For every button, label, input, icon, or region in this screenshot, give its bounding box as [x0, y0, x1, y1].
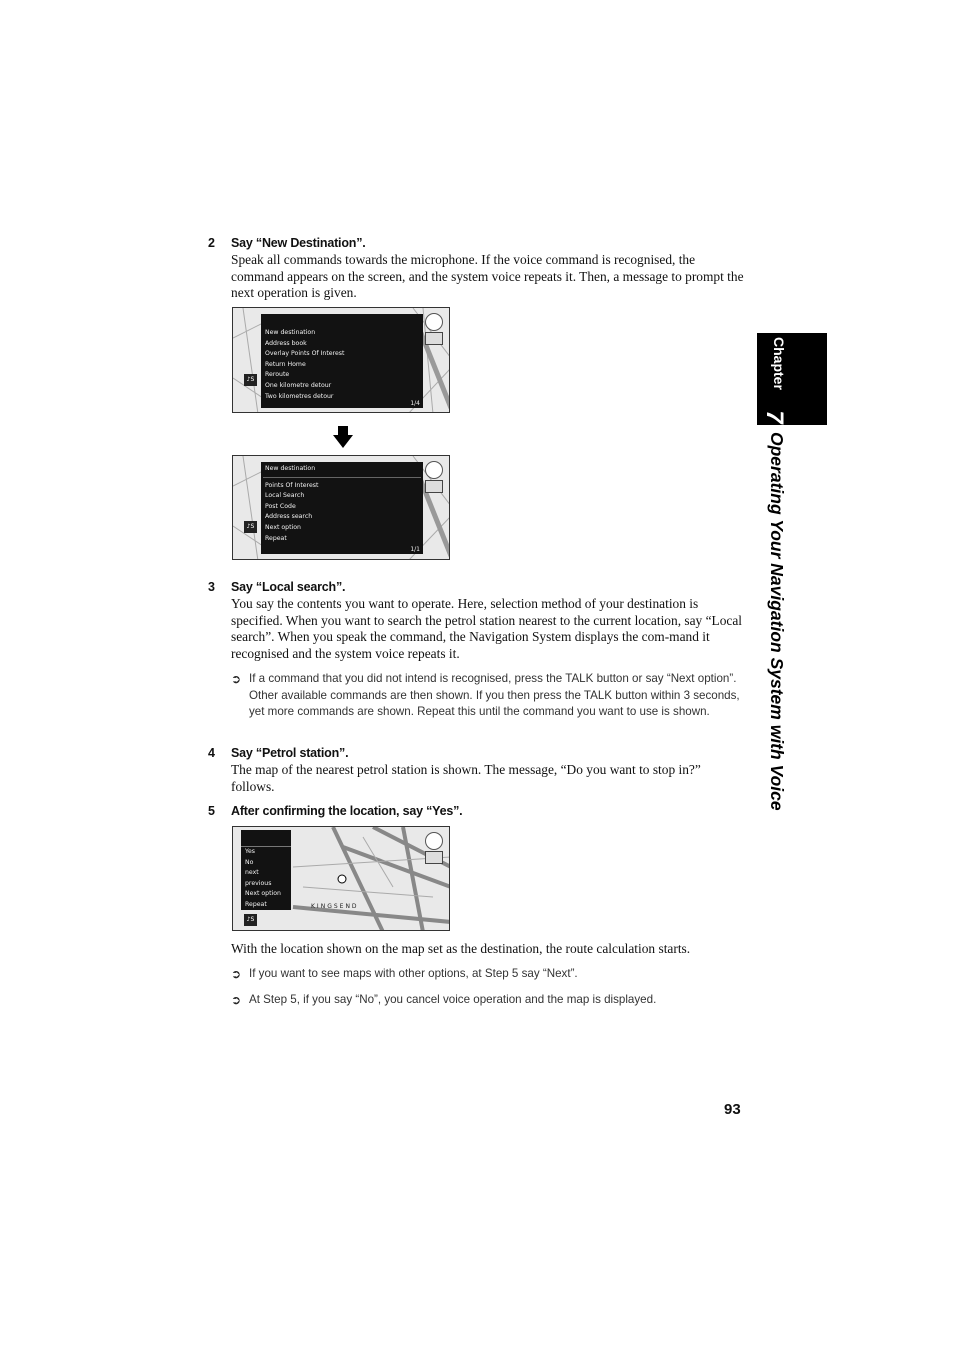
menu-item[interactable]: Next option [245, 890, 281, 898]
note-arrow-icon: ➲ [231, 967, 242, 981]
menu-item[interactable]: Yes [245, 848, 255, 855]
scale-icon [425, 851, 443, 864]
step-5-body: With the location shown on the map set as the destination, the route calculation starts. [231, 941, 691, 956]
menu-item[interactable]: One kilometre detour [265, 381, 332, 389]
menu-item[interactable]: Address search [265, 513, 313, 521]
menu-item[interactable]: Return Home [265, 360, 306, 368]
compass-icon [425, 461, 443, 479]
map-street-label: KINGSEND [311, 903, 359, 910]
compass-icon [425, 832, 443, 850]
screenshot-voice-menu-1 [232, 307, 450, 413]
step-2-body: Speak all commands towards the microphone. If the voice command is recognised, the command appears on the screen, and the system voice repeats it. Then, a message to prompt the next operation is given. [231, 252, 744, 301]
scale-icon [425, 480, 443, 493]
compass-icon [425, 313, 443, 331]
voice-icon: ♪S [244, 374, 257, 386]
step-5-heading [208, 804, 462, 818]
menu-item[interactable]: next [245, 869, 259, 877]
step-2-heading [208, 236, 366, 250]
menu-item[interactable]: Overlay Points Of Interest [265, 350, 345, 358]
page-indicator: 1/4 [410, 400, 420, 407]
menu-item[interactable]: New destination [265, 329, 316, 336]
step-4-body: The map of the nearest petrol station is shown. The message, “Do you want to stop in?” follows. [231, 762, 701, 794]
step-5-note-1 [231, 966, 747, 983]
step-4-heading [208, 746, 348, 760]
menu-item[interactable]: Reroute [265, 371, 290, 379]
voice-icon: ♪S [244, 914, 257, 926]
note-text: At Step 5, if you say “No”, you cancel voice operation and the map is displayed. [249, 993, 657, 1006]
step-heading-text: After confirming the location, say “Yes”. [231, 804, 463, 818]
menu-item[interactable]: Repeat [245, 900, 267, 908]
step-number: 5 [208, 804, 215, 818]
menu-item[interactable]: Post Code [265, 502, 296, 510]
step-5-note-2 [231, 992, 747, 1009]
chapter-label: Chapter [771, 337, 787, 390]
step-heading-text: Say “New Destination”. [231, 236, 366, 250]
note-arrow-icon: ➲ [231, 672, 242, 686]
note-arrow-icon: ➲ [231, 993, 242, 1007]
step-heading-text: Say “Local search”. [231, 580, 346, 594]
menu-title: New destination [265, 465, 316, 472]
voice-icon: ♪S [244, 521, 257, 533]
menu-item[interactable]: Points Of Interest [265, 481, 319, 489]
voice-command-menu [261, 462, 423, 554]
step-3-heading [208, 580, 345, 594]
menu-item[interactable]: No [245, 858, 254, 866]
menu-item[interactable]: Address book [265, 339, 307, 347]
voice-command-menu [261, 314, 423, 408]
chapter-number: 7 [761, 410, 788, 424]
note-text: If you want to see maps with other options, at Step 5 say “Next”. [249, 967, 578, 980]
menu-item[interactable]: Repeat [265, 534, 287, 542]
step-heading-text: Say “Petrol station”. [231, 746, 349, 760]
step-3-note [231, 671, 747, 721]
step-3-body: You say the contents you want to operate. Here, selection method of your destination is specified. When you want to search the petrol station nearest to the current location, say “Local search”. When you speak the command, the Navigation System displays the com-mand it recognised and the system voice repeats it. [231, 596, 743, 662]
voice-confirm-menu [241, 830, 291, 910]
page-number: 93 [724, 1101, 741, 1118]
step-number: 4 [208, 746, 215, 760]
screenshot-confirm-location [232, 826, 450, 931]
note-text: If a command that you did not intend is recognised, press the TALK button or say “Next option”. Other available commands are then shown. If you then press the TALK button within 3 seconds, yet more commands are shown. Repeat this until the command you want to use is shown. [249, 672, 740, 718]
step-number: 2 [208, 236, 215, 250]
menu-item[interactable]: Two kilometres detour [265, 392, 334, 400]
chapter-title: Operating Your Navigation System with Voice [767, 432, 787, 811]
scale-icon [425, 332, 443, 345]
menu-item[interactable]: Next option [265, 523, 301, 531]
screenshot-voice-menu-2 [232, 455, 450, 560]
page-indicator: 1/1 [410, 546, 420, 553]
down-arrow-icon [333, 426, 353, 448]
menu-item[interactable]: Local Search [265, 492, 305, 500]
step-number: 3 [208, 580, 215, 594]
menu-item[interactable]: previous [245, 879, 272, 887]
